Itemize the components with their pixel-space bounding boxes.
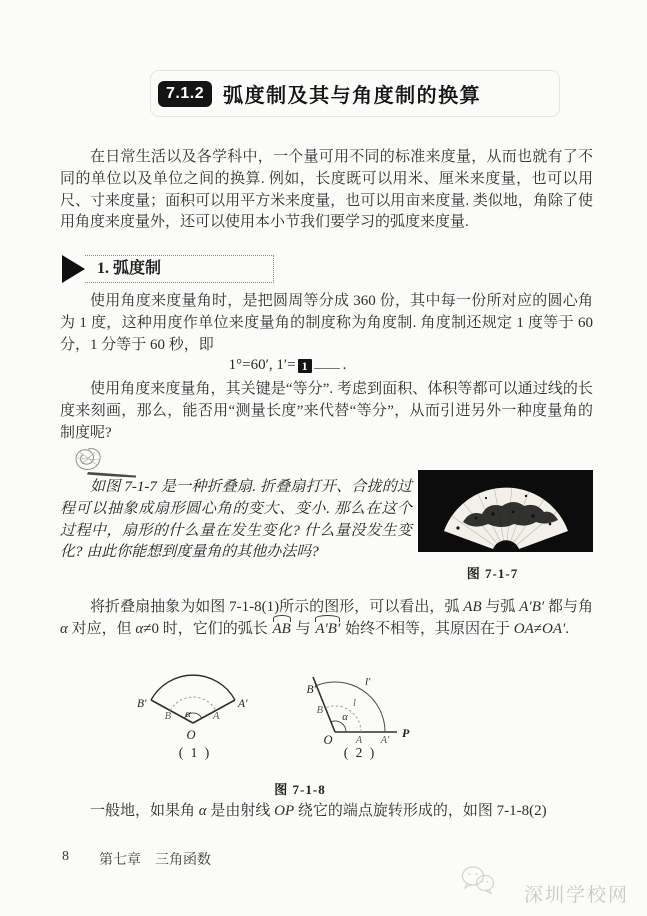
- section-header: [158, 79, 481, 108]
- arc-label-l-prime: l′: [365, 676, 371, 688]
- figure-7-1-7-caption: 图 7-1-7: [466, 566, 519, 581]
- sector-diagram-1: [125, 665, 285, 745]
- point-label-B: B: [316, 705, 323, 716]
- vertex-label-O: O: [323, 733, 333, 747]
- point-label-B-prime: B′: [306, 684, 316, 696]
- triangle-bullet-icon: [62, 255, 85, 283]
- watermark: [460, 864, 629, 907]
- point-label-A-prime: A′: [238, 698, 248, 710]
- subsection-title: 1. 弧度制: [85, 255, 274, 283]
- arc-label-l: l: [353, 698, 356, 709]
- watermark-text: 深圳学校网: [524, 885, 630, 906]
- folding-fan-image: [418, 470, 593, 552]
- equal-division-paragraph: 使用角度来度量角，其关键是“等分”. 考虑到面积、体积等都可以通过线的长度来刻画，那么，能否用“测量长度”来代替“等分”，从而引进另外一种度量角的制度呢?: [60, 381, 593, 441]
- angle-label-alpha: α: [342, 712, 348, 723]
- vertex-label-O: O: [186, 728, 196, 742]
- general-rotation-paragraph: 一般地，如果角 α 是由射线 OP 绕它的端点旋转形成的，如图 7-1-8(2): [90, 803, 547, 819]
- sector-diagram-2: [290, 660, 430, 752]
- point-label-A: A: [355, 735, 363, 746]
- answer-blank-line: [314, 355, 340, 369]
- point-label-P: P: [402, 726, 410, 740]
- figure-7-1-7: [418, 470, 593, 582]
- point-label-B-prime: B′: [137, 698, 147, 710]
- point-label-A: A: [213, 711, 220, 722]
- degree-system-paragraph: 使用角度来度量角时，是把圆周等分成 360 份，其中每一份所对应的圆心角为 1 度，这种用度作单位来度量角的制度称为角度制. 角度制还规定 1 度等于 60 分，1 分等于 60 秒，即: [60, 293, 593, 353]
- spiral-doodle-icon: [64, 444, 144, 480]
- chapter-title: 第七章 三角函数: [99, 853, 211, 868]
- diagram-2-caption: ( 2 ): [343, 745, 377, 760]
- intro-paragraph: 在日常生活以及各学科中，一个量可用不同的标准来度量，从而也就有了不同的单位以及单位之间的换算. 例如，长度既可以用米、厘米来度量，也可以用尺、寸来度量；面积可以用平方米来度量，也可以用亩来度量. 类似地，角除了使用角度来度量外，还可以使用本小节我们要学习的弧度来度量.: [60, 149, 593, 231]
- arc-comparison-paragraph: 将折叠扇抽象为如图 7-1-8(1)所示的图形，可以看出，弧 AB 与弧 A′B′ 都与角 α 对应，但 α≠0 时，它们的弧长 AB 与 A′B′ 始终不相等，其原因在于 OA≠OA′.: [60, 596, 593, 640]
- section-number-badge: 7.1.2: [158, 81, 212, 107]
- point-label-B: B: [164, 711, 171, 722]
- subsection-marker: [62, 255, 274, 283]
- diagram-1-caption: ( 1 ): [178, 745, 212, 760]
- fan-question-paragraph: 如图 7-1-7 是一种折叠扇. 折叠扇打开、合拢的过程可以抽象成扇形圆心角的变大、变小. 那么在这个过程中，扇形的什么量在发生变化? 什么量没发生变化? 由此你能想到度量角的其他办法吗?: [60, 479, 412, 561]
- figure-7-1-8-caption: 图 7-1-8: [274, 782, 326, 797]
- wechat-chat-bubbles-icon: [460, 864, 496, 896]
- section-title: 弧度制及其与角度制的换算: [223, 85, 482, 107]
- page-number: 8: [62, 849, 69, 864]
- boxed-answer: 1: [298, 359, 312, 373]
- page-footer: [62, 849, 211, 869]
- formula-text: 1°=60′, 1′=: [228, 357, 296, 373]
- formula-period: .: [342, 357, 347, 373]
- degree-minute-formula: [60, 355, 593, 374]
- point-label-A-prime: A′: [380, 735, 390, 746]
- angle-label-alpha: α: [185, 709, 191, 720]
